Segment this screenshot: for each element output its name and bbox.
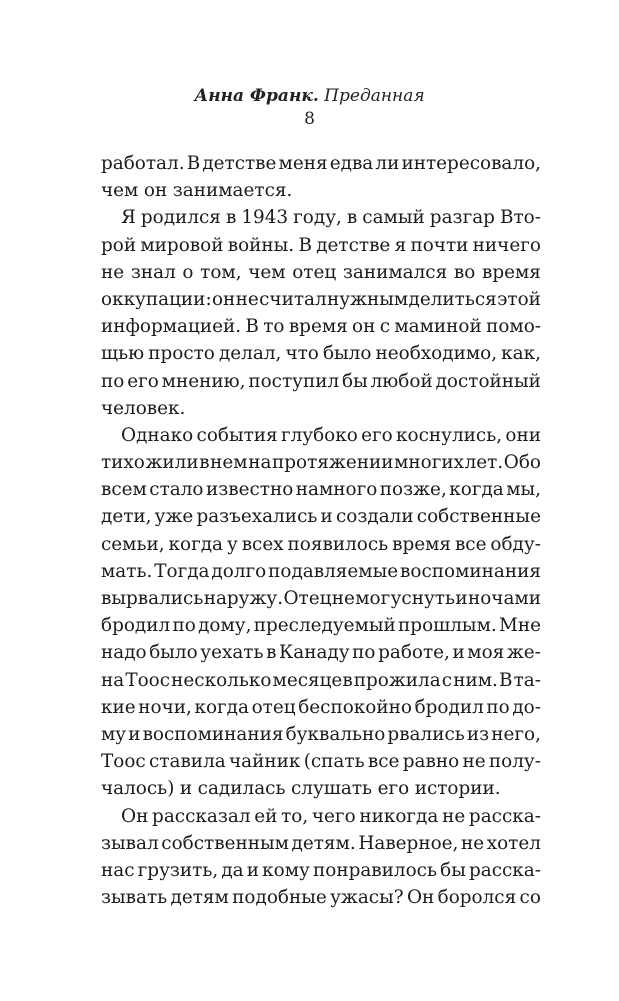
text-line: кие ночи, когда отец беспокойно бродил по до- [101, 696, 541, 718]
text-line: по его мнению, поступил бы любой достойный [101, 370, 541, 392]
text-line: Однако события глубоко его коснулись, они [121, 424, 541, 446]
text-line: му и воспоминания буквально рвались из него, [101, 723, 541, 745]
text-line: нас грузить, да и кому понравилось бы расска- [101, 859, 541, 881]
text-line: чалось) и садилась слушать его истории. [101, 778, 501, 800]
text-line: рой мировой войны. В детстве я почти ничего [101, 234, 541, 256]
text-line: Я родился в 1943 году, в самый разгар Вто- [121, 207, 541, 229]
text-line: надо было уехать в Канаду по работе, и моя же- [101, 642, 541, 664]
text-line: семьи, когда у всех появилось время все обду- [101, 533, 541, 555]
text-line: оккупации: он не считал нужным делиться этой [101, 288, 541, 310]
text-line: зывать детям подобные ужасы? Он боролся со [101, 887, 541, 909]
running-head-title: Преданная [324, 86, 425, 106]
text-line: всем стало известно намного позже, когда мы, [101, 479, 541, 501]
text-line: мать. Тогда долго подавляемые воспоминания [101, 560, 541, 582]
text-line: на Тоос несколько месяцев прожила с ним. В та- [101, 669, 541, 691]
text-line: Тоос ставила чайник (спать все равно не полу- [101, 751, 541, 773]
text-line: бродил по дому, преследуемый прошлым. Мне [101, 615, 541, 637]
running-head-author: Анна Франк. [194, 86, 319, 106]
text-line: зывал собственным детям. Наверное, не хотел [101, 832, 541, 854]
text-line: работал. В детстве меня едва ли интересовало, [101, 153, 541, 174]
text-line: не знал о том, чем отец занимался во время [101, 261, 541, 283]
text-line: чем он занимается. [101, 180, 293, 202]
running-head [0, 85, 619, 107]
text-line: информацией. В то время он с маминой помо- [101, 316, 541, 338]
body-text [101, 150, 541, 911]
text-line: Он рассказал ей то, чего никогда не расска- [121, 805, 541, 827]
text-line: вырвались наружу. Отец не мог уснуть и ночами [101, 588, 541, 609]
text-line: щью просто делал, что было необходимо, как, [101, 343, 541, 365]
text-line: дети, уже разъехались и создали собственные [101, 506, 541, 528]
page-number: 8 [304, 109, 315, 129]
text-line: человек. [101, 397, 186, 419]
text-line: тихо жили в нем на протяжении многих лет. Обо [101, 452, 541, 474]
